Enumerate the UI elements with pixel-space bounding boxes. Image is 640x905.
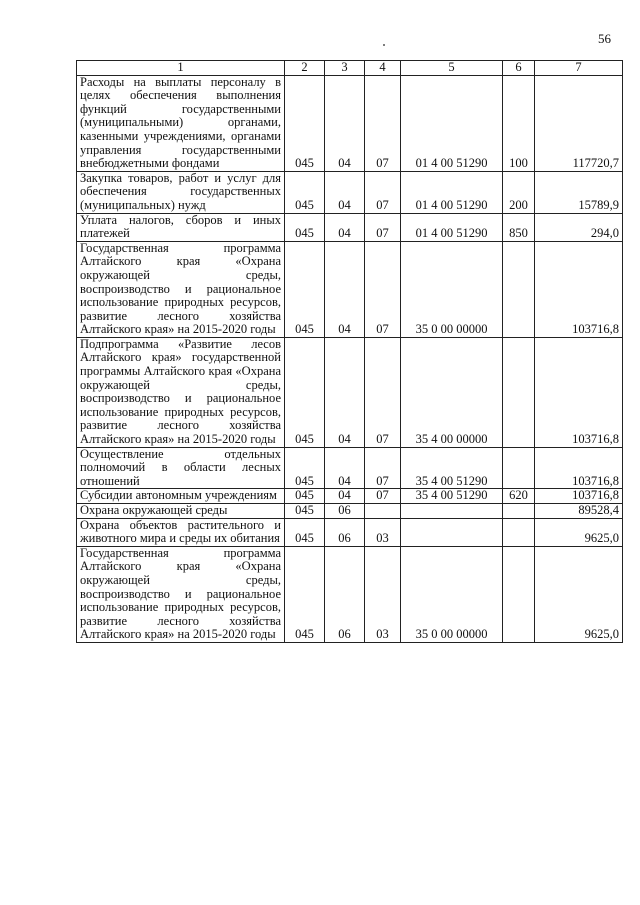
row-subsection: 07	[365, 75, 401, 171]
row-target: 35 4 00 00000	[401, 337, 503, 447]
row-ministry: 045	[285, 546, 325, 642]
row-type	[503, 504, 535, 519]
scan-dot	[383, 44, 385, 46]
table-row	[77, 447, 623, 489]
table-row	[77, 171, 623, 213]
row-type	[503, 241, 535, 337]
table-row	[77, 504, 623, 519]
row-target: 01 4 00 51290	[401, 75, 503, 171]
header-col-6: 6	[503, 61, 535, 76]
row-amount: 89528,4	[535, 504, 623, 519]
row-section: 04	[325, 213, 365, 241]
row-target	[401, 518, 503, 546]
header-col-7: 7	[535, 61, 623, 76]
row-type	[503, 546, 535, 642]
table-row	[77, 337, 623, 447]
page-number: 56	[598, 31, 611, 46]
header-col-4: 4	[365, 61, 401, 76]
row-name: Расходы на выплаты персоналу в целях обеспечения выполнения функций государственными (муниципальными) органами, казенными учреждениями, органами управления государственными внебюджетными фондами	[77, 75, 285, 171]
row-ministry: 045	[285, 213, 325, 241]
row-type	[503, 337, 535, 447]
row-section: 04	[325, 75, 365, 171]
row-amount: 15789,9	[535, 171, 623, 213]
row-name: Государственная программа Алтайского края «Охрана окружающей среды, воспроизводство и рациональное использование природных ресурсов, развитие лесного хозяйства Алтайского края» на 2015-2020 годы	[77, 546, 285, 642]
row-subsection: 07	[365, 447, 401, 489]
row-target: 01 4 00 51290	[401, 171, 503, 213]
row-type: 850	[503, 213, 535, 241]
row-subsection: 07	[365, 489, 401, 504]
row-amount: 103716,8	[535, 489, 623, 504]
row-section: 06	[325, 504, 365, 519]
row-subsection: 07	[365, 171, 401, 213]
row-amount: 103716,8	[535, 337, 623, 447]
row-target: 35 0 00 00000	[401, 241, 503, 337]
row-target: 35 0 00 00000	[401, 546, 503, 642]
row-target	[401, 504, 503, 519]
row-target: 01 4 00 51290	[401, 213, 503, 241]
row-ministry: 045	[285, 337, 325, 447]
row-name: Уплата налогов, сборов и иных платежей	[77, 213, 285, 241]
row-type	[503, 447, 535, 489]
row-name: Закупка товаров, работ и услуг для обеспечения государственных (муниципальных) нужд	[77, 171, 285, 213]
header-row	[77, 61, 623, 76]
row-target: 35 4 00 51290	[401, 489, 503, 504]
row-ministry: 045	[285, 518, 325, 546]
table-row	[77, 546, 623, 642]
row-subsection: 03	[365, 518, 401, 546]
row-amount: 9625,0	[535, 518, 623, 546]
row-section: 04	[325, 241, 365, 337]
header-col-3: 3	[325, 61, 365, 76]
row-type: 100	[503, 75, 535, 171]
row-type: 200	[503, 171, 535, 213]
table-row	[77, 241, 623, 337]
row-name: Государственная программа Алтайского края «Охрана окружающей среды, воспроизводство и рациональное использование природных ресурсов, развитие лесного хозяйства Алтайского края» на 2015-2020 годы	[77, 241, 285, 337]
row-name: Охрана окружающей среды	[77, 504, 285, 519]
row-amount: 103716,8	[535, 241, 623, 337]
row-name: Субсидии автономным учреждениям	[77, 489, 285, 504]
row-ministry: 045	[285, 447, 325, 489]
row-subsection: 03	[365, 546, 401, 642]
budget-table	[76, 60, 623, 643]
header-col-5: 5	[401, 61, 503, 76]
row-subsection: 07	[365, 337, 401, 447]
row-ministry: 045	[285, 504, 325, 519]
row-name: Охрана объектов растительного и животного мира и среды их обитания	[77, 518, 285, 546]
row-target: 35 4 00 51290	[401, 447, 503, 489]
table-row	[77, 213, 623, 241]
header-col-2: 2	[285, 61, 325, 76]
table-row	[77, 489, 623, 504]
row-name: Осуществление отдельных полномочий в области лесных отношений	[77, 447, 285, 489]
row-amount: 9625,0	[535, 546, 623, 642]
table-row	[77, 518, 623, 546]
row-section: 04	[325, 447, 365, 489]
row-section: 04	[325, 171, 365, 213]
row-subsection: 07	[365, 241, 401, 337]
row-amount: 294,0	[535, 213, 623, 241]
table-row	[77, 75, 623, 171]
row-amount: 117720,7	[535, 75, 623, 171]
row-ministry: 045	[285, 241, 325, 337]
row-section: 04	[325, 337, 365, 447]
row-name: Подпрограмма «Развитие лесов Алтайского края» государственной программы Алтайского края «Охрана окружающей среды, воспроизводство и рациональное использование природных ресурсов, развитие лесного хозяйства Алтайского края» на 2015-2020 годы	[77, 337, 285, 447]
row-ministry: 045	[285, 75, 325, 171]
row-amount: 103716,8	[535, 447, 623, 489]
row-section: 06	[325, 518, 365, 546]
header-col-1: 1	[77, 61, 285, 76]
row-type: 620	[503, 489, 535, 504]
row-ministry: 045	[285, 489, 325, 504]
row-section: 04	[325, 489, 365, 504]
row-section: 06	[325, 546, 365, 642]
row-subsection: 07	[365, 213, 401, 241]
row-ministry: 045	[285, 171, 325, 213]
row-subsection	[365, 504, 401, 519]
row-type	[503, 518, 535, 546]
